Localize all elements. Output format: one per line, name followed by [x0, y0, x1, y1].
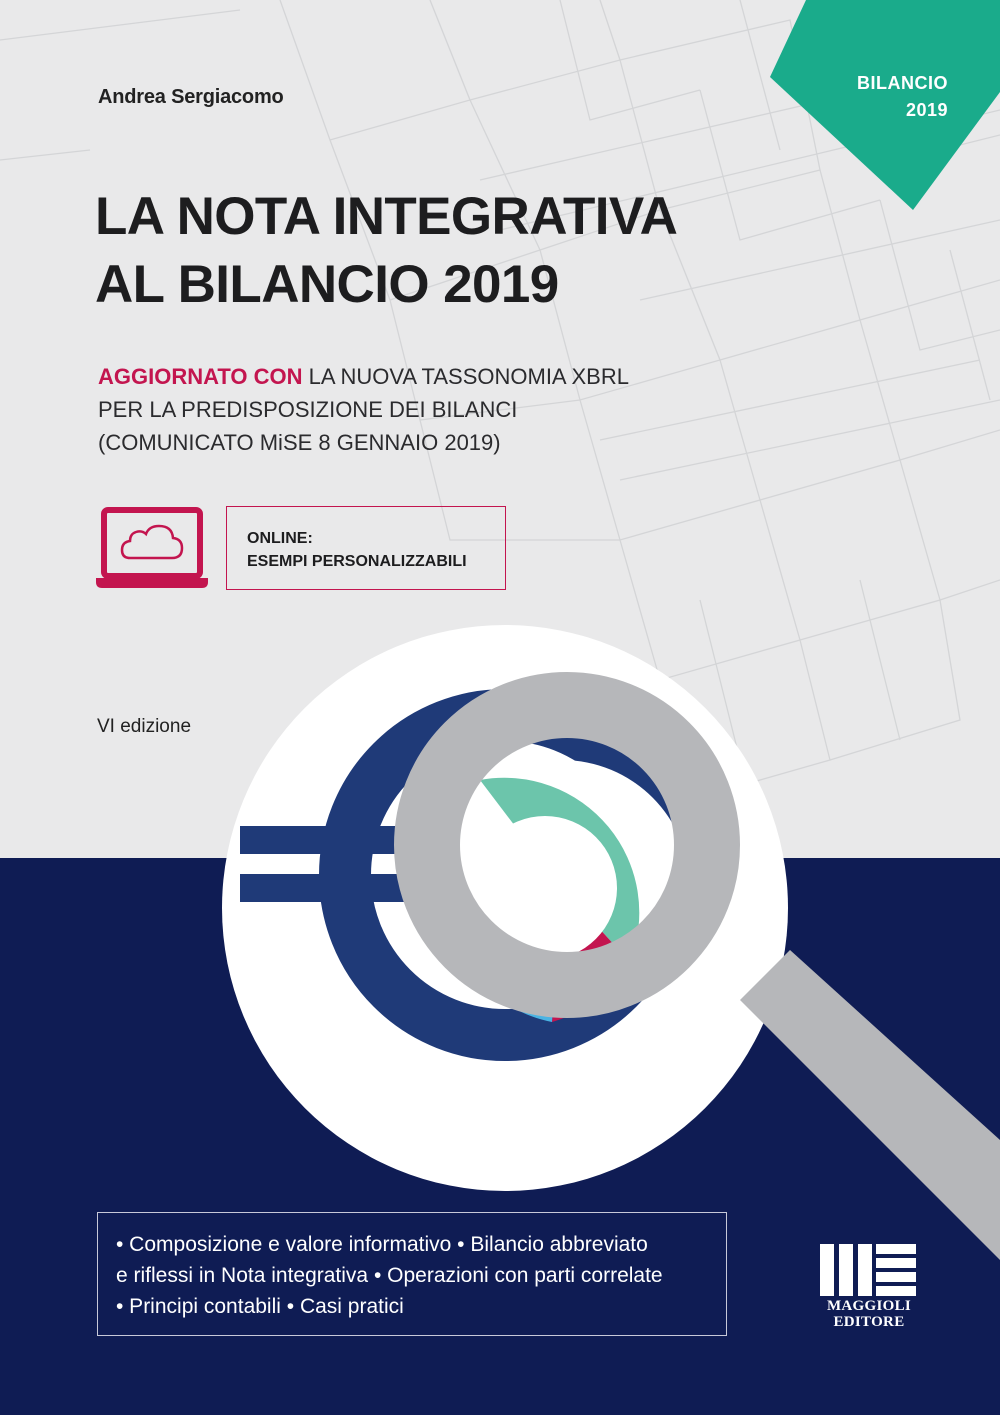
author-name: Andrea Sergiacomo: [98, 86, 284, 108]
topics-line-1: • Composizione e valore informativo • Bilancio abbreviato: [116, 1233, 648, 1256]
edition-label: VI edizione: [97, 716, 192, 737]
title-line-1: LA NOTA INTEGRATIVA: [95, 187, 678, 246]
subtitle-line-3: (COMUNICATO MiSE 8 GENNAIO 2019): [98, 430, 501, 455]
online-label: ONLINE:: [247, 530, 313, 547]
online-description: ESEMPI PERSONALIZZABILI: [247, 553, 467, 570]
subtitle-accent: AGGIORNATO CON: [98, 364, 303, 389]
badge-line-2: 2019: [905, 100, 948, 120]
publisher-line-1: MAGGIOLI: [826, 1298, 912, 1314]
topics-box: [97, 1212, 727, 1336]
subtitle-line-1-rest: LA NUOVA TASSONOMIA XBRL: [302, 364, 629, 389]
topics-line-2: e riflessi in Nota integrativa • Operazioni con parti correlate: [116, 1264, 663, 1287]
badge-line-1: BILANCIO: [857, 73, 948, 93]
publisher-name: [808, 1298, 930, 1330]
title-line-2: AL BILANCIO 2019: [95, 255, 559, 314]
topics-line-3: • Principi contabili • Casi pratici: [116, 1295, 404, 1318]
subtitle-line-2: PER LA PREDISPOSIZIONE DEI BILANCI: [98, 397, 518, 422]
publisher-line-2: EDITORE: [833, 1314, 905, 1330]
